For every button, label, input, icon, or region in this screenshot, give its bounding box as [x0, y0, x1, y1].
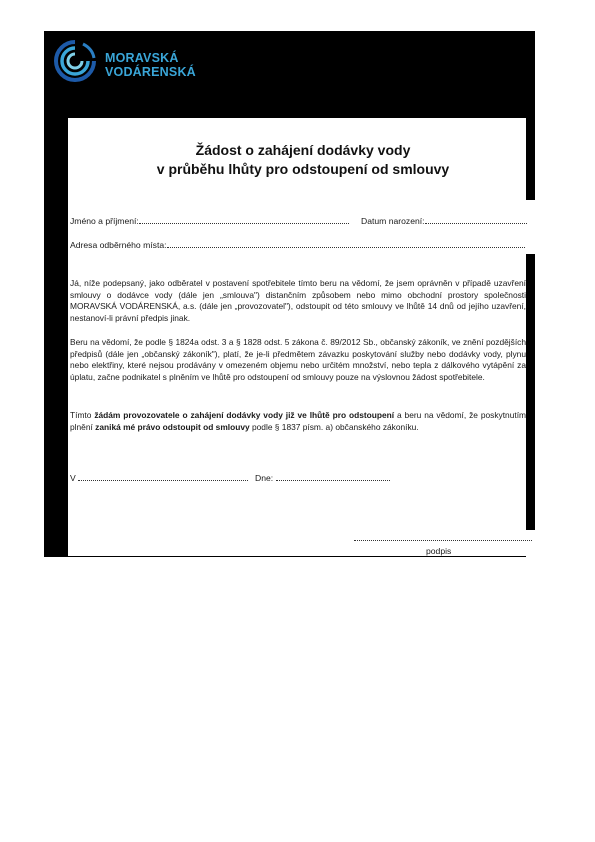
frame-notch	[526, 530, 535, 557]
paragraph-legal-notice: Beru na vědomí, že podle § 1824a odst. 3 a § 1828 odst. 5 zákona č. 89/2012 Sb., občanský zákoník, ve znění pozdějších předpisů (dále jen „občanský zákoník"), platí, že je-li předmětem závazku poskytování služby nebo dodávky vody, plynu nebo elektřiny, které nejsou prodávány v omezeném objemu nebo určitém množství, nebo tepla z dálkového vytápění za úplatu, začne podnikatel s plněním ve lhůtě pro odstoupení od smlouvy pouze na výslovnou žádost spotřebitele.	[70, 337, 526, 382]
frame-notch	[526, 200, 535, 254]
document-subtitle: v průběhu lhůty pro odstoupení od smlouvy	[156, 161, 450, 177]
birth-date-input-line[interactable]	[425, 216, 527, 224]
birth-date-label: Datum narození:	[361, 216, 425, 226]
company-logo	[53, 39, 213, 83]
address-input-line[interactable]	[167, 240, 525, 248]
name-input-line[interactable]	[139, 216, 349, 224]
birth-date-field[interactable]	[361, 216, 527, 226]
date-input-line[interactable]	[276, 473, 390, 481]
paragraph-withdrawal-right: Já, níže podepsaný, jako odběratel v postavení spotřebitele tímto beru na vědomí, že jsem oprávněn v případě uzavření smlouvy o dodávce vody (dále jen „smlouva") distančním způsobem nebo mimo obchodní prostory společnosti MORAVSKÁ VODÁRENSKÁ, a.s. (dále jen „provozovatel"), odstoupit od této smlouvy ve lhůtě 14 dnů od jejího uzavření, nestanoví-li právní předpis jinak.	[70, 278, 526, 323]
address-label: Adresa odběrného místa:	[70, 240, 167, 250]
place-label: V	[70, 473, 76, 483]
signature-label: podpis	[426, 546, 452, 556]
name-label: Jméno a příjmení:	[70, 216, 139, 226]
name-field[interactable]	[70, 216, 349, 226]
logo-wave-icon	[53, 39, 97, 83]
paragraph-request: Tímto žádám provozovatele o zahájení dodávky vody již ve lhůtě pro odstoupení a beru na vědomí, že poskytnutím plnění zaniká mé právo odstoupit od smlouvy podle § 1837 písm. a) občanského zákoníku.	[70, 410, 527, 432]
signature-line[interactable]	[354, 540, 532, 541]
date-label: Dne:	[255, 473, 274, 483]
date-field[interactable]	[255, 473, 390, 483]
place-input-line[interactable]	[78, 473, 248, 481]
logo-text: MORAVSKÁ VODÁRENSKÁ	[105, 51, 196, 79]
address-field[interactable]	[70, 240, 525, 250]
place-field[interactable]	[70, 473, 248, 483]
document-title: Žádost o zahájení dodávky vody	[195, 142, 411, 158]
